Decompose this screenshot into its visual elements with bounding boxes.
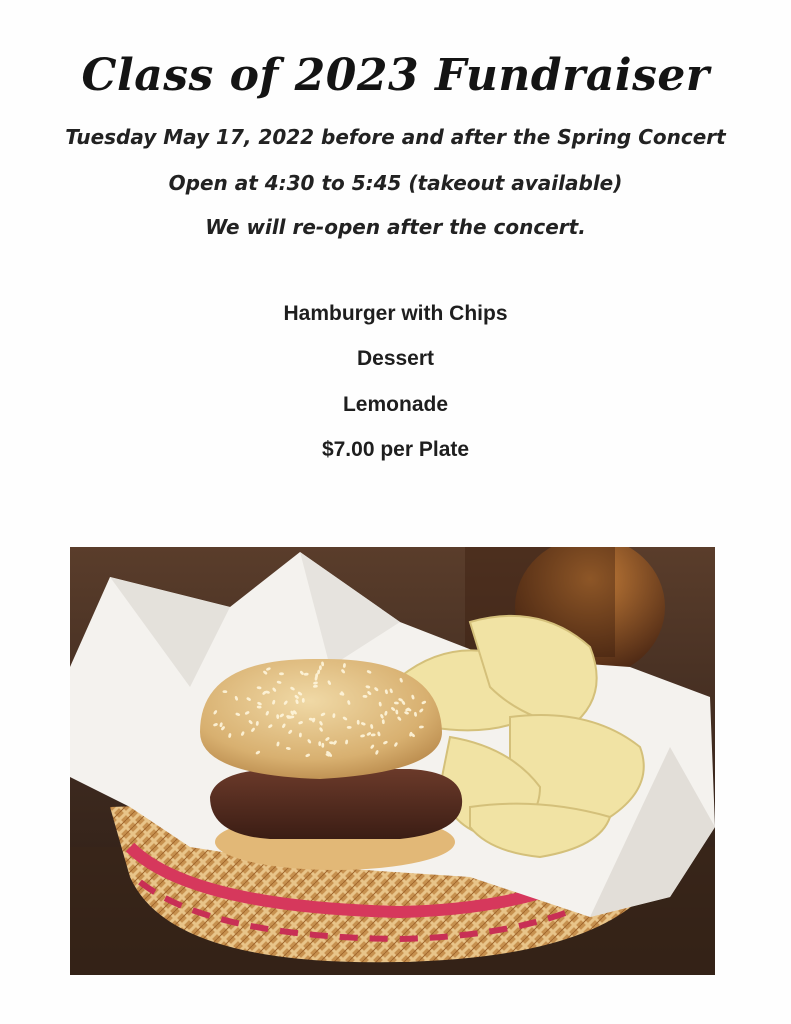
flyer-title: Class of 2023 Fundraiser: [81, 50, 710, 101]
menu-item-dessert: Dessert: [356, 347, 435, 370]
menu-item-lemonade: Lemonade: [342, 393, 449, 416]
menu-item-hamburger: Hamburger with Chips: [283, 302, 508, 325]
reopen-note: We will re-open after the concert.: [205, 215, 586, 239]
event-date-line: Tuesday May 17, 2022 before and after the Spring Concert: [65, 125, 726, 149]
price-per-plate: $7.00 per Plate: [321, 438, 470, 461]
hamburger-basket-photo: [70, 547, 715, 975]
event-hours-line: Open at 4:30 to 5:45 (takeout available): [168, 171, 623, 195]
